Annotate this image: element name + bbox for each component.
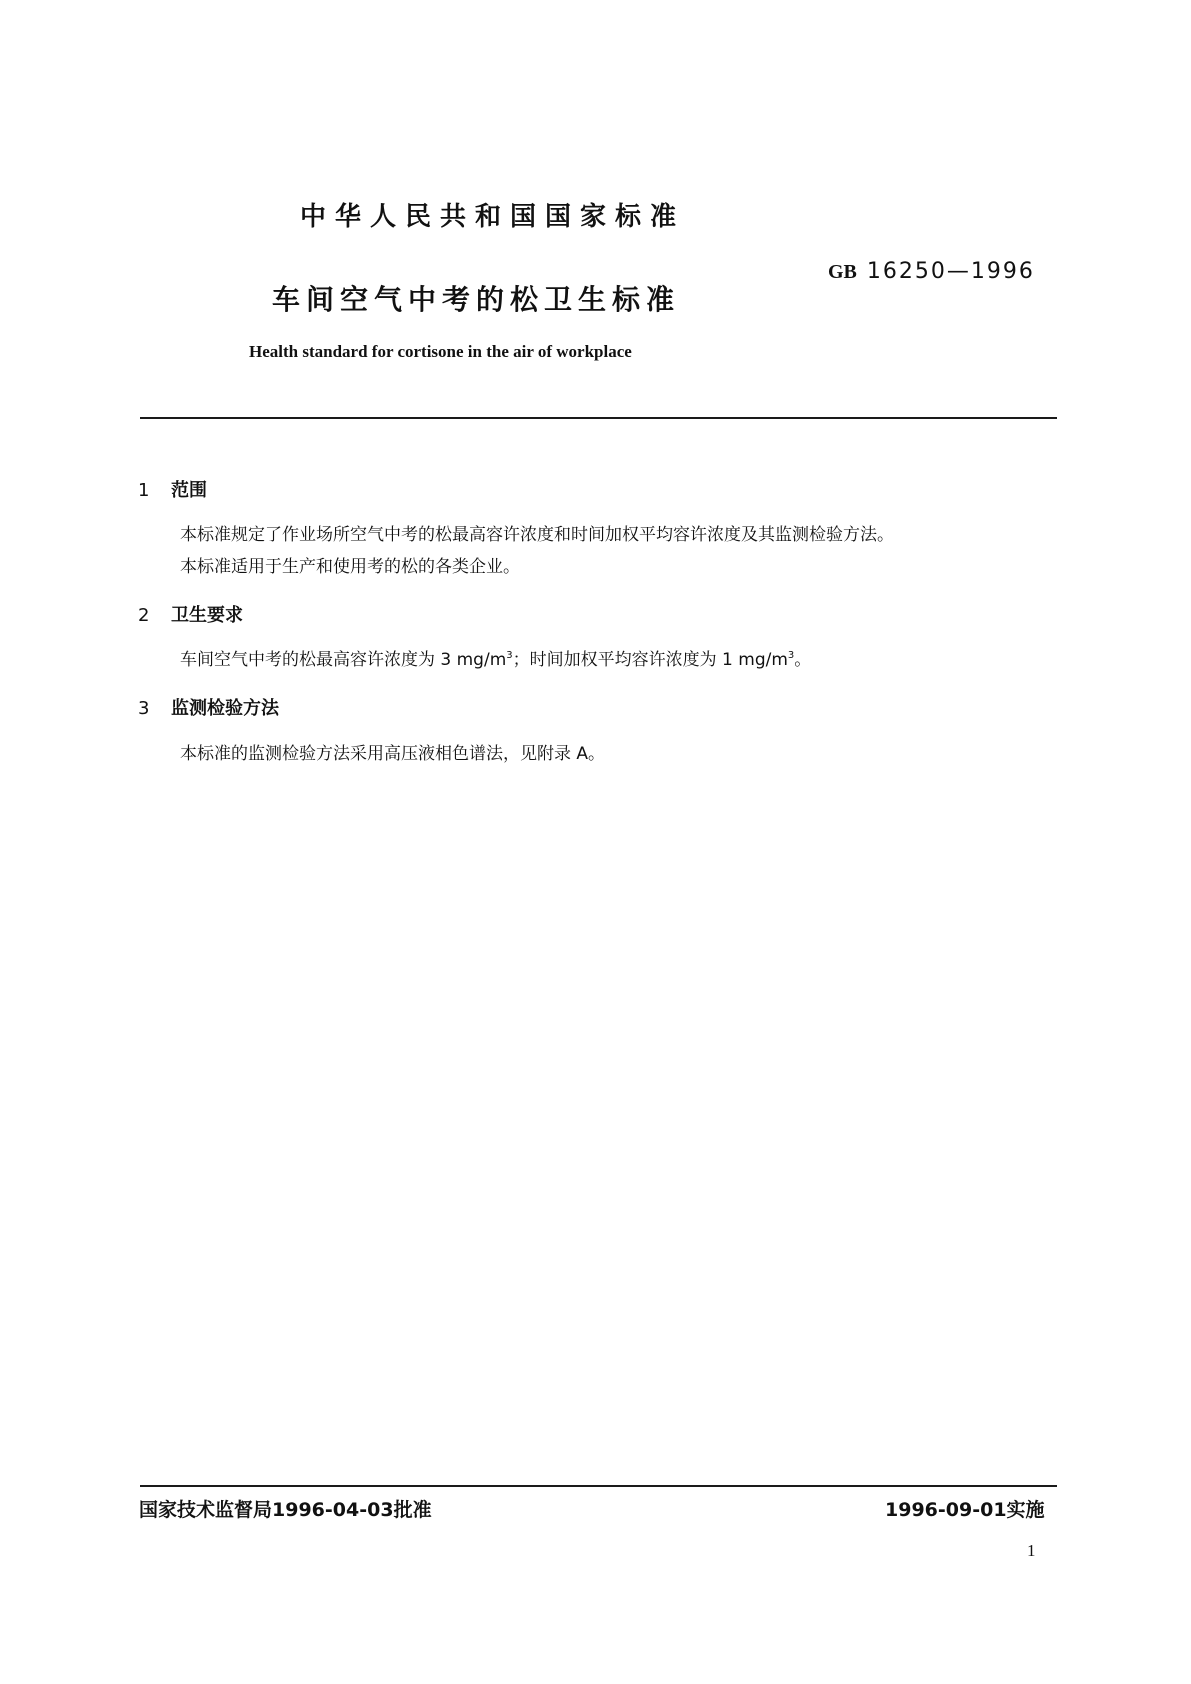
section-1-heading bbox=[138, 476, 207, 502]
document-title: 车间空气中考的松卫生标准 bbox=[272, 283, 681, 316]
section-number: 1 bbox=[138, 480, 150, 501]
national-standard-header: 中华人民共和国国家标准 bbox=[300, 202, 686, 232]
section-2-paragraph bbox=[180, 645, 811, 670]
section-number: 2 bbox=[138, 605, 150, 626]
section-2-heading bbox=[138, 601, 243, 627]
implementation-date: 1996-09-01 bbox=[885, 1499, 1007, 1521]
approval-authority: 国家技术监督局 bbox=[139, 1499, 273, 1521]
requirement-text-1: 车间空气中考的松最高容许浓度为 3 mg/m bbox=[180, 650, 507, 670]
section-1-paragraph-2: 本标准适用于生产和使用考的松的各类企业。 bbox=[180, 557, 520, 577]
section-title: 监测检验方法 bbox=[171, 698, 279, 719]
page-number: 1 bbox=[1027, 1541, 1036, 1560]
header-divider bbox=[140, 417, 1057, 419]
standard-code: 16250—1996 bbox=[866, 259, 1035, 284]
requirement-text-3: 。 bbox=[794, 650, 812, 670]
standard-number bbox=[828, 259, 1035, 284]
section-title: 范围 bbox=[171, 480, 207, 501]
standard-prefix: GB bbox=[828, 261, 857, 283]
approval-date: 1996-04-03 bbox=[272, 1499, 394, 1521]
implementation-suffix: 实施 bbox=[1006, 1499, 1045, 1521]
section-3-paragraph: 本标准的监测检验方法采用高压液相色谱法，见附录 A。 bbox=[180, 744, 606, 764]
section-number: 3 bbox=[138, 698, 150, 719]
implementation-line bbox=[885, 1495, 1045, 1522]
requirement-text-2: ；时间加权平均容许浓度为 1 mg/m bbox=[512, 650, 788, 670]
superscript-exponent: 3 bbox=[506, 650, 513, 661]
superscript-exponent: 3 bbox=[787, 650, 795, 661]
section-title: 卫生要求 bbox=[171, 605, 243, 626]
section-1-paragraph-1: 本标准规定了作业场所空气中考的松最高容许浓度和时间加权平均容许浓度及其监测检验方法。 bbox=[180, 525, 894, 545]
approval-suffix: 批准 bbox=[393, 1499, 432, 1521]
footer-divider bbox=[140, 1485, 1057, 1487]
english-title: Health standard for cortisone in the air of workplace bbox=[249, 342, 632, 361]
approval-line bbox=[139, 1495, 432, 1522]
section-3-heading bbox=[138, 694, 279, 720]
